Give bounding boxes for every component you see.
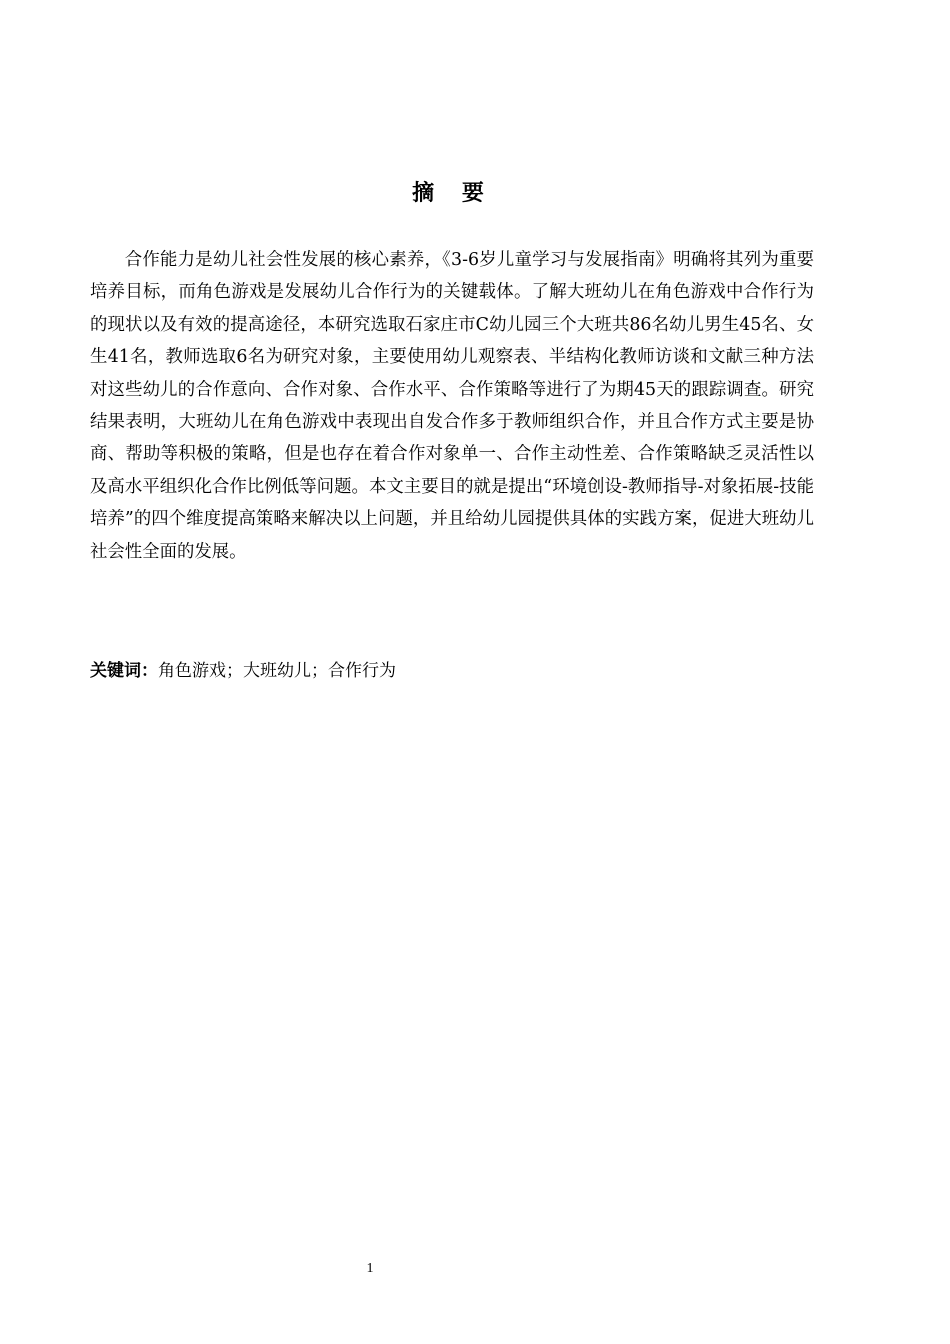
keywords-label: 关键词： <box>90 661 158 681</box>
abstract-title: 摘 要 <box>412 181 494 206</box>
keywords-text: 角色游戏；大班幼儿；合作行为 <box>158 661 396 681</box>
abstract-body: 合作能力是幼儿社会性发展的核心素养，《3-6岁儿童学习与发展指南》明确将其列为重要培养目标，而角色游戏是发展幼儿合作行为的关键载体。了解大班幼儿在角色游戏中合作行为的现状以及有效的提高途径，本研究选取石家庄市C幼儿园三个大班共86名幼儿男生45名、女生41名，教师选取6名为研究对象，主要使用幼儿观察表、半结构化教师访谈和文献三种方法对这些幼儿的合作意向、合作对象、合作水平、合作策略等进行了为期45天的跟踪调查。研究结果表明，大班幼儿在角色游戏中表现出自发合作多于教师组织合作，并且合作方式主要是协商、帮助等积极的策略，但是也存在着合作对象单一、合作主动性差、合作策略缺乏灵活性以及高水平组织化合作比例低等问题。本文主要目的就是提出“环境创设-教师指导-对象拓展-技能培养”的四个维度提高策略来解决以上问题，并且给幼儿园提供具体的实践方案，促进大班幼儿社会性全面的发展。 <box>90 250 814 562</box>
page-number: 1 <box>366 1261 374 1276</box>
keywords-line <box>90 659 396 683</box>
